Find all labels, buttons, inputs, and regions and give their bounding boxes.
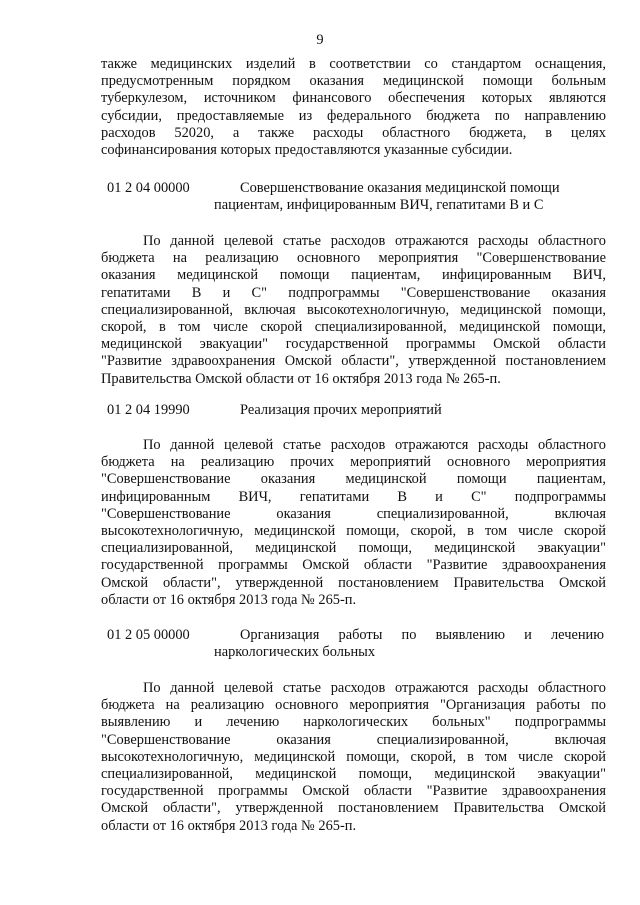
text-line: "Совершенствование оказания медицинской помощи пациентам, — [101, 471, 606, 488]
text-line: также медицинских изделий в соответствии со стандартом оснащения, — [101, 56, 606, 72]
section-code: 01 2 04 19990 — [107, 402, 190, 418]
section-body — [101, 437, 606, 609]
text-line: бюджета на реализацию основного мероприятия "Совершенствование — [101, 250, 606, 267]
text-line: специализированной, включая высокотехнологичную, медицинской помощи, — [101, 301, 606, 318]
section-title-line: Организация работы по выявлению и лечению — [240, 627, 604, 643]
section-code: 01 2 05 00000 — [107, 627, 190, 643]
text-line: По данной целевой статье расходов отражаются расходы областного — [143, 233, 606, 249]
text-line: Правительства Омской области от 16 октября 2013 года № 265-п. — [101, 370, 501, 387]
text-line: предусмотренным порядком оказания медицинской помощи больным — [101, 73, 606, 90]
text-line: субсидии, предоставляемые из федерального бюджета по направлению — [101, 107, 606, 124]
text-line: инфицированным ВИЧ, гепатитами B и C" подпрограммы — [101, 488, 606, 505]
text-line: "Совершенствование оказания специализированной, включая — [101, 505, 606, 522]
text-line: государственной программы Омской области "Развитие здравоохранения — [101, 557, 606, 574]
text-line: По данной целевой статье расходов отражаются расходы областного — [143, 437, 606, 453]
text-line: специализированной, медицинской помощи, медицинской эвакуации" — [101, 765, 606, 782]
text-line: Омской области", утвержденной постановлением Правительства Омской — [101, 800, 606, 817]
text-line: расходов 52020, а также расходы областного бюджета, в целях — [101, 124, 606, 141]
section-title — [214, 627, 604, 661]
text-line: области от 16 октября 2013 года № 265-п. — [101, 591, 357, 608]
section-title-line: Совершенствование оказания медицинской помощи — [240, 180, 560, 196]
text-line: бюджета на реализацию прочих мероприятий основного мероприятия — [101, 454, 606, 471]
section-title-line: наркологических больных — [214, 644, 376, 661]
section-body — [101, 233, 606, 388]
text-line: гепатитами B и C" подпрограммы "Совершенствование оказания — [101, 284, 606, 301]
section-title — [214, 402, 604, 419]
text-line: Омской области", утвержденной постановлением Правительства Омской — [101, 574, 606, 591]
text-line: выявлению и лечению наркологических больных" подпрограммы — [101, 714, 606, 731]
section-title-line: Реализация прочих мероприятий — [240, 402, 442, 418]
text-line: специализированной, медицинской помощи, медицинской эвакуации" — [101, 540, 606, 557]
text-line: медицинской эвакуации" государственной программы Омской области — [101, 336, 606, 353]
text-line: бюджета на реализацию основного мероприятия "Организация работы по — [101, 697, 606, 714]
section-code: 01 2 04 00000 — [107, 180, 190, 196]
text-line: высокотехнологичную, медицинской помощи, скорой, в том числе скорой — [101, 748, 606, 765]
intro-paragraph — [101, 56, 606, 159]
section-body — [101, 680, 606, 835]
page-number: 9 — [316, 32, 324, 48]
text-line: оказания медицинской помощи пациентам, инфицированным ВИЧ, — [101, 267, 606, 284]
text-line: высокотехнологичную, медицинской помощи, скорой, в том числе скорой — [101, 522, 606, 539]
text-line: софинансирования которых предоставляются указанные субсидии. — [101, 141, 513, 158]
text-line: скорой, в том числе скорой специализированной, медицинской помощи, — [101, 318, 606, 335]
text-line: "Развитие здравоохранения Омской области", утвержденной постановлением — [101, 353, 606, 370]
text-line: По данной целевой статье расходов отражаются расходы областного — [143, 680, 606, 696]
section-title-line: пациентам, инфицированным ВИЧ, гепатитами B и C — [214, 197, 544, 214]
text-line: государственной программы Омской области "Развитие здравоохранения — [101, 783, 606, 800]
text-line: области от 16 октября 2013 года № 265-п. — [101, 817, 357, 834]
section-title — [214, 180, 604, 214]
text-line: туберкулезом, источником финансового обеспечения которых являются — [101, 90, 606, 107]
text-line: "Совершенствование оказания специализированной, включая — [101, 731, 606, 748]
